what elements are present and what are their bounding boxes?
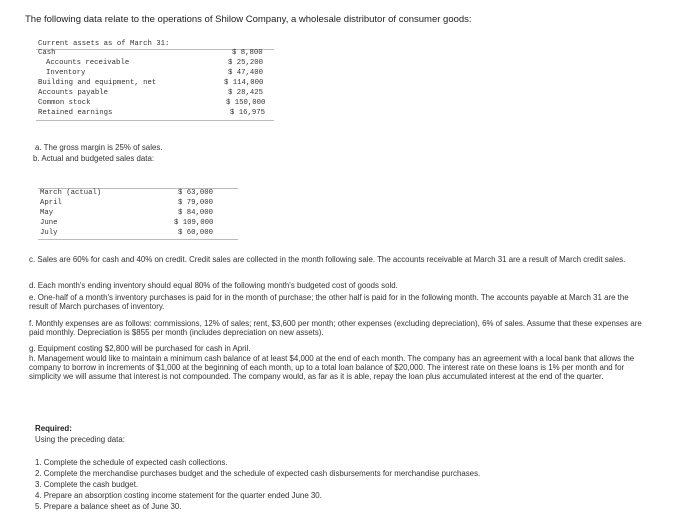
item-a: a. The gross margin is 25% of sales. <box>35 143 163 152</box>
sales-month: June <box>40 219 58 227</box>
list-item: 2. Complete the merchandise purchases budget and the schedule of expected cash disbursements for merchandise purchases. <box>35 469 481 478</box>
list-item: 5. Prepare a balance sheet as of June 30. <box>35 502 182 511</box>
balance-label: Accounts payable <box>38 89 109 97</box>
sales-table <box>38 188 238 240</box>
balance-label: Cash <box>38 49 56 57</box>
list-item: 3. Complete the cash budget. <box>35 480 139 489</box>
sales-row <box>38 209 238 218</box>
balance-value: $ 114,000 <box>224 79 264 87</box>
sales-row <box>38 219 238 228</box>
balance-row <box>36 79 274 88</box>
list-item: 4. Prepare an absorption costing income statement for the quarter ended June 30. <box>35 491 322 500</box>
sales-month: April <box>40 199 62 207</box>
sales-row <box>38 199 238 208</box>
item-f: f. Monthly expenses are as follows: commissions, 12% of sales; rent, $3,600 per month; other expenses (excluding depreciation), 6% of sales. Assume that these expenses are paid monthly. Depreciation is $855 per month (includes depreciation on new assets). <box>29 319 642 338</box>
balance-value: $ 28,425 <box>228 89 264 97</box>
item-e: e. One-half of a month's inventory purchases is paid for in the month of purchase; the other half is paid for in the following month. The accounts payable at March 31 are the result of March purchases of inventory. <box>29 293 629 312</box>
item-d: d. Each month's ending inventory should equal 80% of the following month's budgeted cost of goods sold. <box>29 281 398 290</box>
balances-table <box>36 49 274 121</box>
list-item: 1. Complete the schedule of expected cash collections. <box>35 458 228 467</box>
balance-value: $ 16,975 <box>230 109 266 117</box>
table-rule <box>38 239 238 240</box>
balance-value: $ 150,000 <box>226 99 266 107</box>
sales-row <box>38 189 238 198</box>
item-g: g. Equipment costing $2,800 will be purchased for cash in April. <box>29 344 251 353</box>
sales-month: March (actual) <box>40 189 102 197</box>
item-b: b. Actual and budgeted sales data: <box>33 154 155 163</box>
sales-value: $ 109,000 <box>174 219 214 227</box>
sales-value: $ 84,000 <box>178 209 214 217</box>
balance-label: Accounts receivable <box>46 59 130 67</box>
sales-value: $ 60,000 <box>178 229 214 237</box>
balance-label: Building and equipment, net <box>38 79 157 87</box>
required-subheading: Using the preceding data: <box>35 435 125 444</box>
item-c: c. Sales are 60% for cash and 40% on credit. Credit sales are collected in the month following sale. The accounts receivable at March 31 are a result of March credit sales. <box>29 255 626 264</box>
balance-row <box>36 59 274 68</box>
required-heading: Required: <box>35 424 72 433</box>
balance-value: $ 25,200 <box>228 59 264 67</box>
balance-label: Common stock <box>38 99 91 107</box>
sales-month: July <box>40 229 58 237</box>
intro-text: The following data relate to the operations of Shilow Company, a wholesale distributor of consumer goods: <box>25 14 472 25</box>
balance-row <box>36 69 274 78</box>
sales-value: $ 79,000 <box>178 199 214 207</box>
balance-value: $ 47,400 <box>228 69 264 77</box>
sales-row <box>38 229 238 238</box>
balance-row <box>36 109 274 118</box>
balance-value: $ 8,800 <box>232 49 263 57</box>
item-h: h. Management would like to maintain a minimum cash balance of at least $4,000 at the end of each month. The company has an agreement with a local bank that allows the company to borrow in increments of $1,000 at the beginning of each month, up to a total loan balance of $20,000. The interest rate on these loans is 1% per month and for simplicity we will assume that interest is not compounded. The company would, as far as it is able, repay the loan plus accumulated interest at the end of the quarter. <box>29 354 635 382</box>
balance-label: Inventory <box>46 69 86 77</box>
required-list <box>35 458 675 513</box>
sales-month: May <box>40 209 54 217</box>
sales-value: $ 63,000 <box>178 189 214 197</box>
balances-header: Current assets as of March 31: <box>38 40 170 48</box>
table-rule <box>36 120 274 121</box>
balance-row <box>36 99 274 108</box>
balance-row <box>36 89 274 98</box>
balance-row <box>36 49 274 58</box>
balance-label: Retained earnings <box>38 109 113 117</box>
